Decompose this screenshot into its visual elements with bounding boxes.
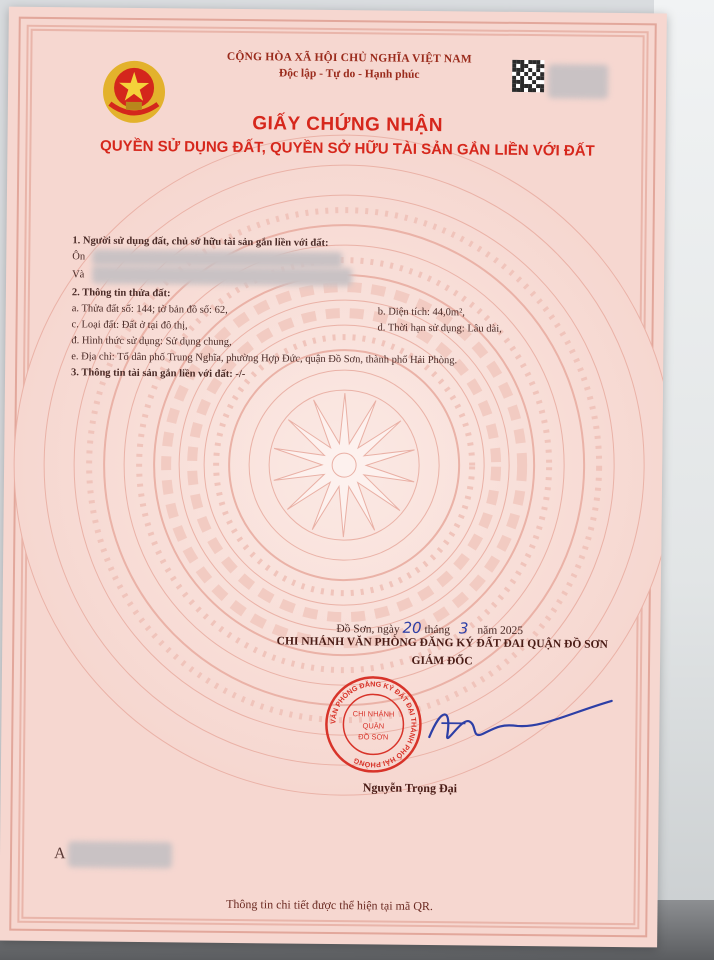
redacted-co-owner-name — [92, 265, 352, 286]
seal-line-2: QUẬN — [362, 721, 385, 731]
official-seal — [323, 674, 424, 775]
usage-term: d. Thời hạn sử dụng: Lâu dài, — [377, 322, 502, 335]
redacted-code — [548, 64, 608, 99]
country-line: CỘNG HÒA XÃ HỘI CHỦ NGHĨA VIỆT NAM — [226, 50, 472, 66]
land-use-certificate — [0, 7, 667, 948]
certificate-title: GIẤY CHỨNG NHẬN — [252, 113, 444, 137]
month-label: tháng — [424, 623, 451, 637]
parcel-area: b. Diện tích: 44,0m², — [377, 306, 465, 319]
issuing-office: CHI NHÁNH VĂN PHÒNG ĐĂNG KÝ ĐẤT ĐAI QUẬN ĐỒ SƠN — [276, 635, 608, 651]
section-2-heading: 2. Thông tin thửa đất: — [71, 287, 171, 300]
seal-line-3: ĐỒ SƠN — [358, 732, 389, 742]
issuer-position: GIÁM ĐỐC — [411, 654, 473, 668]
section-3-heading: 3. Thông tin tài sản gắn liền với đất: -/- — [71, 367, 246, 381]
serial-prefix: A — [53, 845, 66, 863]
parcel-address: e. Địa chỉ: Tổ dân phố Trung Nghĩa, phường Hợp Đức, quận Đồ Sơn, thành phố Hải Phòng. — [71, 351, 458, 367]
qr-code-icon — [512, 60, 544, 92]
section-1-heading: 1. Người sử dụng đất, chủ sở hữu tài sản gắn liền với đất: — [72, 235, 329, 249]
seal-line-1: CHI NHÁNH — [352, 709, 395, 719]
qr-note: Thông tin chi tiết được thể hiện tại mã QR. — [226, 896, 433, 914]
usage-form: đ. Hình thức sử dụng: Sử dụng chung, — [71, 335, 232, 348]
issue-month: 3 — [458, 619, 469, 638]
redacted-serial — [68, 841, 172, 868]
issue-date — [336, 618, 523, 638]
director-name: Nguyễn Trọng Đại — [362, 780, 458, 796]
issue-day: 20 — [402, 618, 422, 637]
parcel-number: a. Thửa đất số: 144; tờ bản đồ số: 62, — [71, 303, 228, 316]
year-label: năm 2025 — [477, 624, 524, 637]
seal-ring-text: VĂN PHÒNG ĐĂNG KÝ ĐẤT ĐAI THÀNH PHỐ HẢI PHÒNG — [328, 679, 419, 770]
owner-prefix: Ôn — [72, 251, 86, 263]
motto-line: Độc lập - Tự do - Hạnh phúc — [278, 67, 420, 81]
certificate-subtitle: QUYỀN SỬ DỤNG ĐẤT, QUYỀN SỞ HỮU TÀI SẢN GẮN LIỀN VỚI ĐẤT — [100, 137, 595, 160]
handwritten-signature — [421, 697, 622, 759]
co-owner-prefix: Và — [72, 269, 85, 281]
land-type: c. Loại đất: Đất ở tại đô thị, — [71, 319, 188, 332]
issue-place: Đồ Sơn, ngày — [336, 623, 400, 636]
